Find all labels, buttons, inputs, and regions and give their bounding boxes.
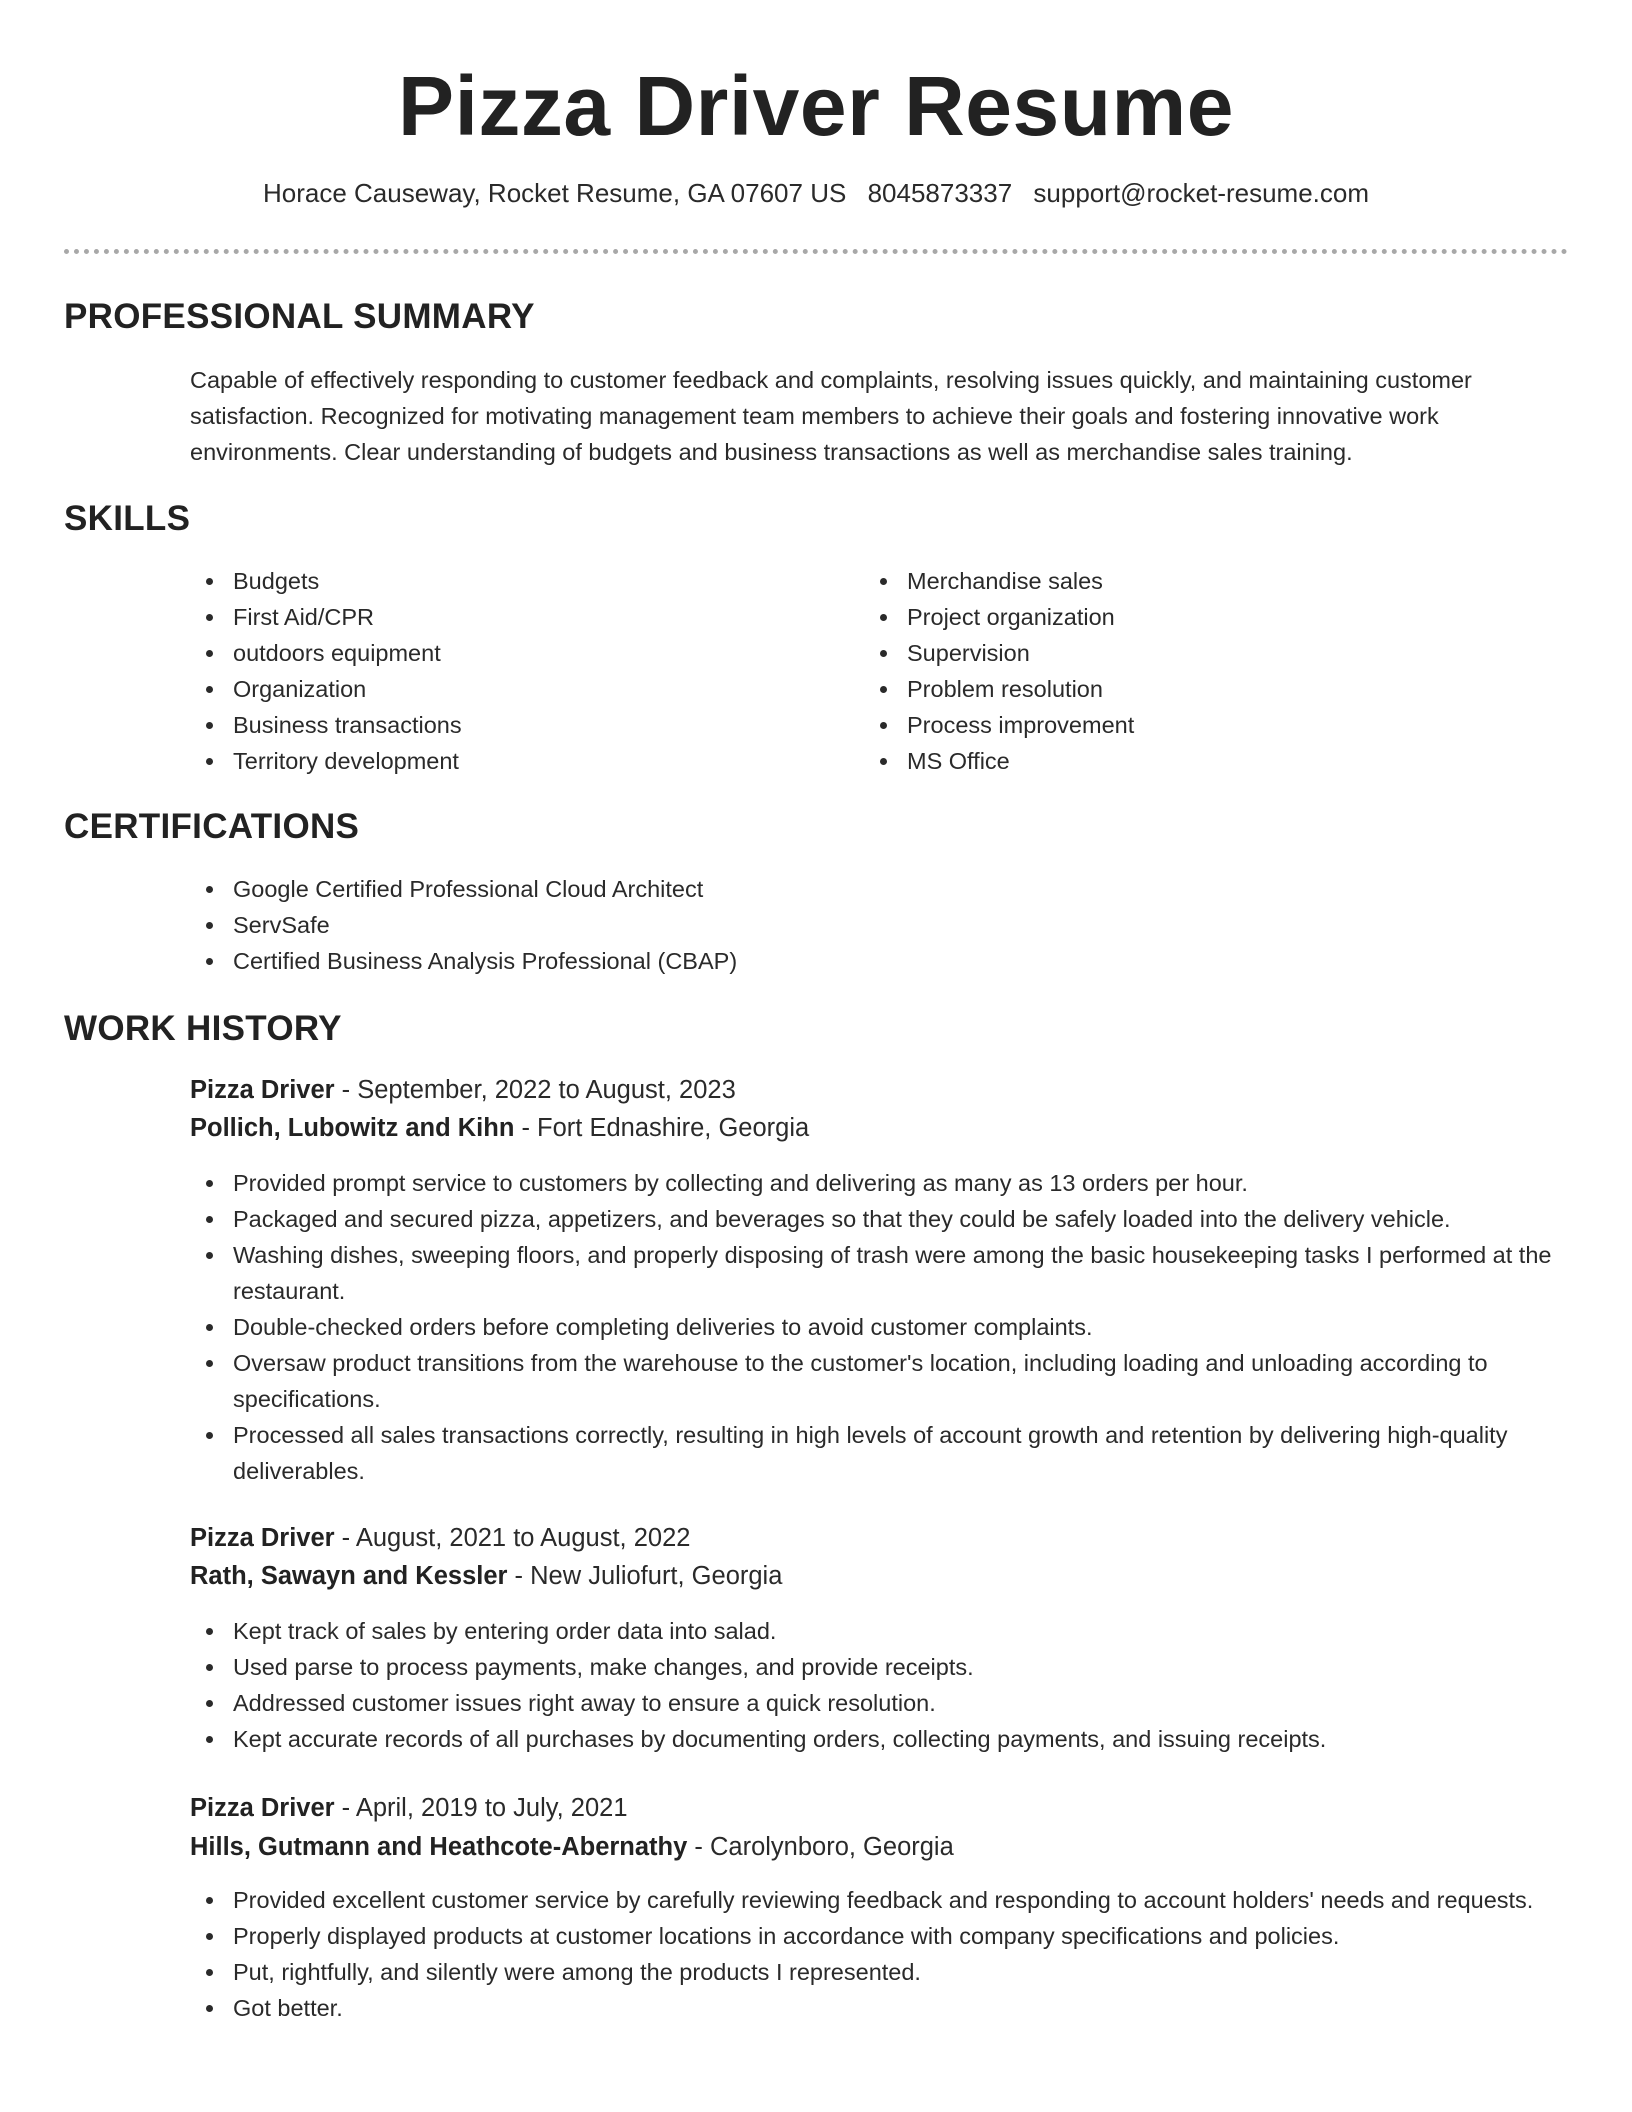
- job-title-line: [190, 1789, 628, 1827]
- contact-line: [0, 176, 1632, 210]
- list-item: Got better.: [190, 1990, 1570, 2026]
- header-divider: [64, 249, 1568, 254]
- list-item: Provided excellent customer service by carefully reviewing feedback and responding to account holders' needs and requests.: [190, 1882, 1570, 1918]
- job-title: Pizza Driver: [190, 1794, 335, 1822]
- job-dates: - August, 2021 to August, 2022: [334, 1524, 691, 1552]
- list-item: Put, rightfully, and silently were among the products I represented.: [190, 1954, 1570, 1990]
- list-item: Provided prompt service to customers by collecting and delivering as many as 13 orders per hour.: [190, 1165, 1570, 1201]
- list-item: Business transactions: [190, 707, 830, 743]
- list-item: Addressed customer issues right away to ensure a quick resolution.: [190, 1685, 1570, 1721]
- list-item: Merchandise sales: [864, 563, 1544, 599]
- list-item: Used parse to process payments, make changes, and provide receipts.: [190, 1649, 1570, 1685]
- list-item: Territory development: [190, 743, 830, 779]
- job-company: Rath, Sawayn and Kessler: [190, 1562, 508, 1590]
- list-item: Washing dishes, sweeping floors, and properly disposing of trash were among the basic housekeeping tasks I performed at the restaurant.: [190, 1237, 1570, 1309]
- list-item: Packaged and secured pizza, appetizers, and beverages so that they could be safely loaded into the delivery vehicle.: [190, 1201, 1570, 1237]
- job-company-line: [190, 1557, 782, 1595]
- job-company-line: [190, 1828, 954, 1866]
- list-item: Oversaw product transitions from the warehouse to the customer's location, including loading and unloading according to specifications.: [190, 1345, 1570, 1417]
- contact-phone: 8045873337: [867, 178, 1013, 208]
- list-item: Process improvement: [864, 707, 1544, 743]
- job-title: Pizza Driver: [190, 1524, 335, 1552]
- job-title-line: [190, 1071, 736, 1109]
- list-item: Problem resolution: [864, 671, 1544, 707]
- list-item: Project organization: [864, 599, 1544, 635]
- job-company: Hills, Gutmann and Heathcote-Abernathy: [190, 1833, 688, 1861]
- work-history-heading: WORK HISTORY: [64, 1009, 342, 1048]
- resume-title: Pizza Driver Resume: [398, 59, 1234, 153]
- job-title: Pizza Driver: [190, 1076, 335, 1104]
- job-location: - Carolynboro, Georgia: [687, 1833, 954, 1861]
- list-item: Certified Business Analysis Professional (CBAP): [190, 943, 1570, 979]
- job-company: Pollich, Lubowitz and Kihn: [190, 1114, 515, 1142]
- summary-heading: PROFESSIONAL SUMMARY: [64, 297, 535, 336]
- certifications-heading: CERTIFICATIONS: [64, 807, 360, 846]
- list-item: MS Office: [864, 743, 1544, 779]
- contact-address: Horace Causeway, Rocket Resume, GA 07607 US: [262, 178, 847, 208]
- skills-heading: SKILLS: [64, 499, 191, 538]
- list-item: ServSafe: [190, 907, 1570, 943]
- list-item: First Aid/CPR: [190, 599, 830, 635]
- job-title-line: [190, 1519, 690, 1557]
- job-bullets: [190, 1613, 1570, 1757]
- list-item: outdoors equipment: [190, 635, 830, 671]
- job-location: - Fort Ednashire, Georgia: [514, 1114, 810, 1142]
- list-item: Processed all sales transactions correctly, resulting in high levels of account growth and retention by delivering high-quality deliverables.: [190, 1417, 1570, 1489]
- list-item: Double-checked orders before completing deliveries to avoid customer complaints.: [190, 1309, 1570, 1345]
- skills-list-right: [864, 563, 1544, 779]
- list-item: Kept accurate records of all purchases by documenting orders, collecting payments, and issuing receipts.: [190, 1721, 1570, 1757]
- contact-email: support@rocket-resume.com: [1033, 178, 1370, 208]
- job-location: - New Juliofurt, Georgia: [507, 1562, 783, 1590]
- skills-list-left: [190, 563, 830, 779]
- list-item: Organization: [190, 671, 830, 707]
- summary-text: Capable of effectively responding to customer feedback and complaints, resolving issues quickly, and maintaining customer satisfaction. Recognized for motivating management team members to achieve their goals and fostering innovative work environments. Clear understanding of budgets and business transactions as well as merchandise sales training.: [190, 367, 1472, 465]
- job-bullets: [190, 1165, 1570, 1489]
- job-dates: - September, 2022 to August, 2023: [334, 1076, 736, 1104]
- certifications-list: [190, 871, 1570, 979]
- list-item: Google Certified Professional Cloud Architect: [190, 871, 1570, 907]
- job-company-line: [190, 1109, 809, 1147]
- list-item: Kept track of sales by entering order data into salad.: [190, 1613, 1570, 1649]
- list-item: Supervision: [864, 635, 1544, 671]
- job-dates: - April, 2019 to July, 2021: [334, 1794, 628, 1822]
- list-item: Properly displayed products at customer locations in accordance with company specifications and policies.: [190, 1918, 1570, 1954]
- list-item: Budgets: [190, 563, 830, 599]
- job-bullets: [190, 1882, 1570, 2026]
